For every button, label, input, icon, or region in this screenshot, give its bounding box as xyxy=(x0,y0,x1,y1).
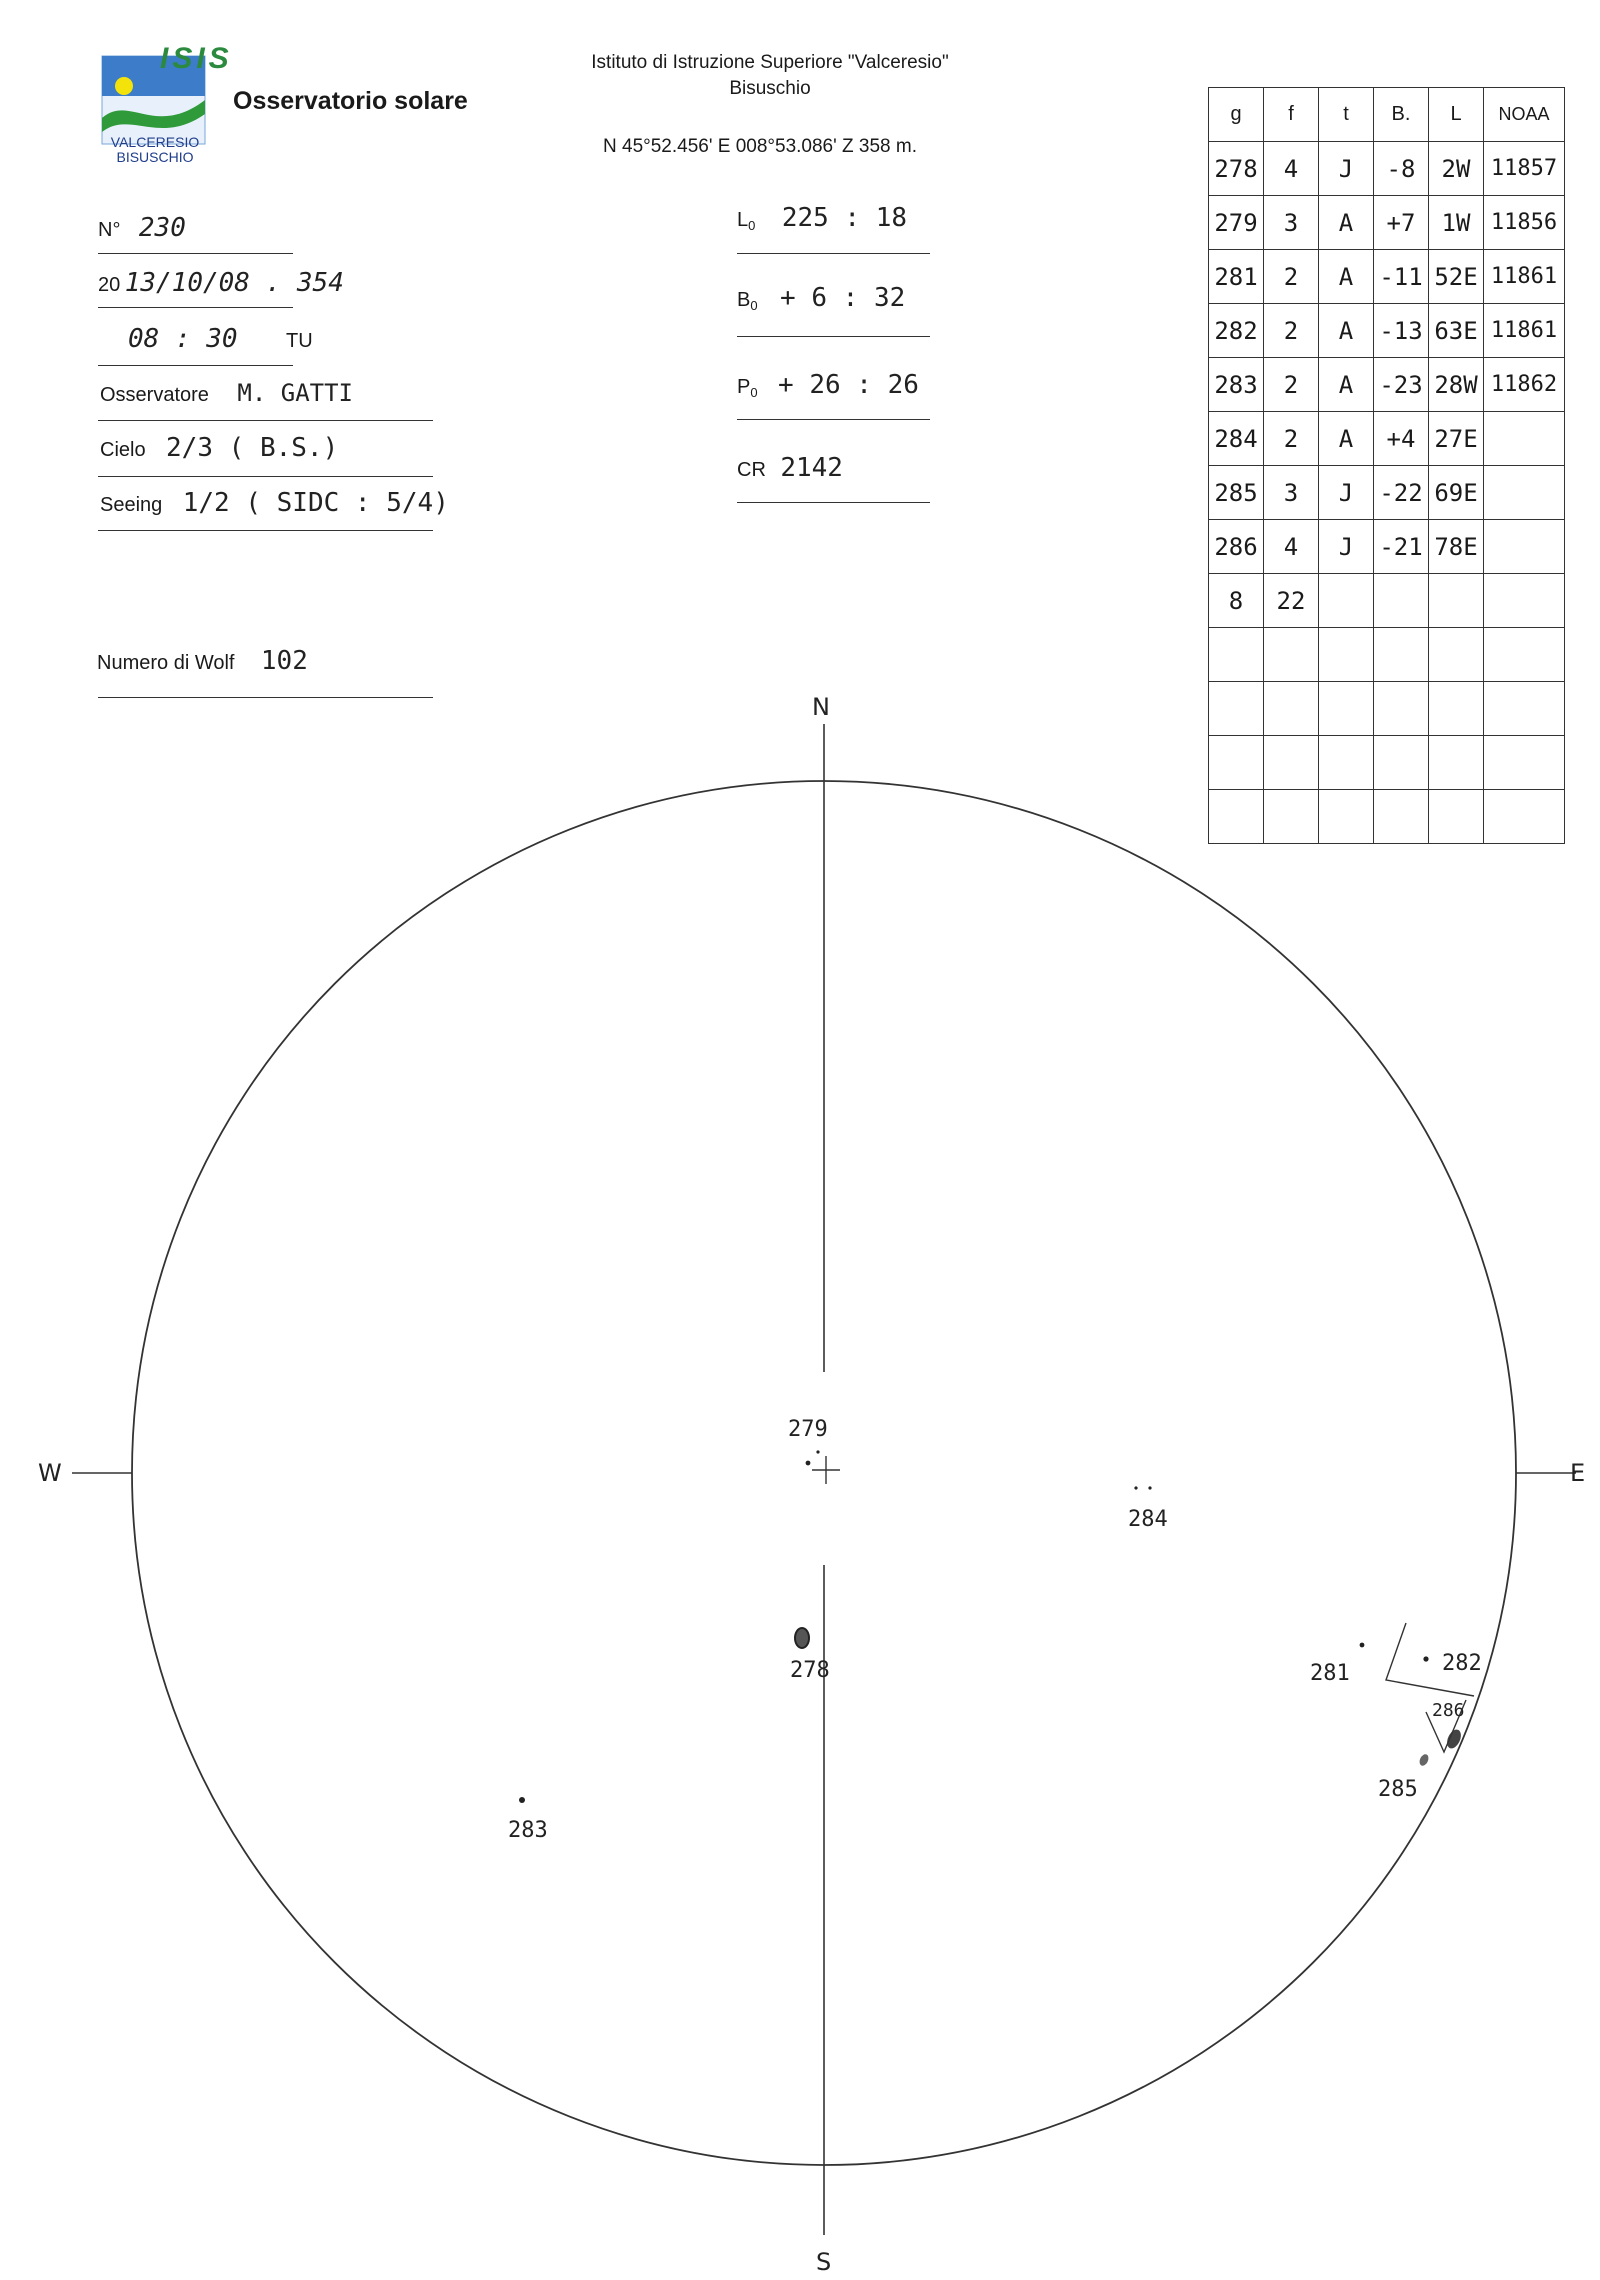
P0-subscript: 0 xyxy=(750,385,758,401)
table-cell-l: 63E xyxy=(1429,304,1484,358)
table-cell-f: 3 xyxy=(1264,196,1319,250)
table-cell-b: -8 xyxy=(1374,142,1429,196)
column-header-t: t xyxy=(1319,88,1374,142)
table-cell-g: 281 xyxy=(1209,250,1264,304)
table-cell-l: 52E xyxy=(1429,250,1484,304)
table-cell-b: +4 xyxy=(1374,412,1429,466)
seeing-label: Seeing xyxy=(100,494,163,516)
logo-subtitle-1: VALCERESIO xyxy=(110,134,200,150)
table-cell-noaa: 11857 xyxy=(1484,142,1565,196)
group-label-281: 281 xyxy=(1310,1661,1350,1686)
column-header-B: B. xyxy=(1374,88,1429,142)
sunspot-278 xyxy=(795,1628,809,1648)
sky-value: 2/3 ( B.S.) xyxy=(166,433,339,463)
sunspot-281 xyxy=(1360,1643,1365,1648)
sunspot-286 xyxy=(1444,1727,1463,1750)
group-label-278: 278 xyxy=(790,1658,830,1683)
sunspot-284b xyxy=(1148,1486,1151,1489)
table-cell-f: 22 xyxy=(1264,574,1319,628)
date-prefix: 20 xyxy=(98,274,121,296)
sunspot-282 xyxy=(1423,1656,1428,1661)
group-label-286: 286 xyxy=(1432,1700,1465,1721)
sky-label: Cielo xyxy=(100,439,146,461)
table-cell-noaa: 11861 xyxy=(1484,304,1565,358)
wolf-number-label: Numero di Wolf xyxy=(97,652,235,674)
column-header-L: L xyxy=(1429,88,1484,142)
CR-value: 2142 xyxy=(780,453,843,483)
group-label-282: 282 xyxy=(1442,1651,1482,1676)
table-cell-l: 2W xyxy=(1429,142,1484,196)
P0-label: P xyxy=(737,376,751,398)
table-cell-f: 4 xyxy=(1264,142,1319,196)
column-header-noaa: NOAA xyxy=(1484,88,1565,142)
observatory-title: Osservatorio solare xyxy=(233,87,468,115)
column-header-f: f xyxy=(1264,88,1319,142)
group-label-285: 285 xyxy=(1378,1777,1418,1802)
time-unit: TU xyxy=(286,330,313,352)
observatory-coordinates: N 45°52.456' E 008°53.086' Z 358 m. xyxy=(603,136,917,157)
table-cell-b: -23 xyxy=(1374,358,1429,412)
table-cell-f: 4 xyxy=(1264,520,1319,574)
sunspot-285 xyxy=(1418,1753,1430,1767)
table-cell-l: 28W xyxy=(1429,358,1484,412)
L0-value: 225 : 18 xyxy=(781,203,908,233)
table-cell-f: 2 xyxy=(1264,304,1319,358)
CR-label: CR xyxy=(737,459,766,481)
L0-subscript: 0 xyxy=(748,218,756,234)
table-cell-t: J xyxy=(1319,466,1374,520)
table-cell-g: 286 xyxy=(1209,520,1264,574)
B0-subscript: 0 xyxy=(750,298,758,314)
group-label-279: 279 xyxy=(788,1417,828,1442)
table-cell-b: -22 xyxy=(1374,466,1429,520)
table-cell-t: J xyxy=(1319,520,1374,574)
table-cell-t: J xyxy=(1319,142,1374,196)
table-cell-l: 1W xyxy=(1429,196,1484,250)
seeing-value: 1/2 ( SIDC : 5/4) xyxy=(182,488,449,518)
table-cell-noaa: 11861 xyxy=(1484,250,1565,304)
table-cell-f: 3 xyxy=(1264,466,1319,520)
table-cell-f: 2 xyxy=(1264,358,1319,412)
table-cell-t: A xyxy=(1319,304,1374,358)
east-label: E xyxy=(1570,1459,1586,1487)
table-cell-t: A xyxy=(1319,412,1374,466)
table-cell-b: +7 xyxy=(1374,196,1429,250)
record-number-label: N° xyxy=(98,219,121,241)
table-cell-f: 2 xyxy=(1264,412,1319,466)
L0-label: L xyxy=(737,209,749,231)
table-cell-l: 69E xyxy=(1429,466,1484,520)
wolf-number-value: 102 xyxy=(260,646,308,676)
table-cell-t: A xyxy=(1319,196,1374,250)
sunspot-283 xyxy=(519,1797,525,1803)
north-label: N xyxy=(812,693,830,721)
table-cell-g: 285 xyxy=(1209,466,1264,520)
date-value: 13/10/08 . 354 xyxy=(124,268,344,298)
institute-name: Istituto di Istruzione Superiore "Valceresio" xyxy=(591,52,949,73)
P0-value: + 26 : 26 xyxy=(778,370,919,400)
table-cell-g: 8 xyxy=(1209,574,1264,628)
table-cell-g: 278 xyxy=(1209,142,1264,196)
logo-text: ISIS xyxy=(160,42,233,75)
institute-town: Bisuschio xyxy=(729,78,811,99)
table-cell-t: A xyxy=(1319,250,1374,304)
observer-label: Osservatore xyxy=(100,384,209,406)
sunspot-279 xyxy=(806,1461,811,1466)
group-label-283: 283 xyxy=(508,1818,548,1843)
table-cell-b: -11 xyxy=(1374,250,1429,304)
table-cell-g: 279 xyxy=(1209,196,1264,250)
west-label: W xyxy=(38,1459,62,1487)
table-cell-t: A xyxy=(1319,358,1374,412)
time-value: 08 : 30 xyxy=(128,324,238,354)
sunspot-279b xyxy=(816,1450,819,1453)
table-cell-noaa: 11856 xyxy=(1484,196,1565,250)
table-cell-f: 2 xyxy=(1264,250,1319,304)
table-cell-g: 282 xyxy=(1209,304,1264,358)
table-cell-l: 78E xyxy=(1429,520,1484,574)
sunspot-284a xyxy=(1134,1486,1137,1489)
logo-subtitle-2: BISUSCHIO xyxy=(116,149,194,165)
table-cell-l: 27E xyxy=(1429,412,1484,466)
table-cell-b: -13 xyxy=(1374,304,1429,358)
table-cell-g: 283 xyxy=(1209,358,1264,412)
record-number-value: 230 xyxy=(138,213,186,243)
observer-value: M. GATTI xyxy=(237,379,353,407)
table-cell-g: 284 xyxy=(1209,412,1264,466)
group-label-284: 284 xyxy=(1128,1507,1168,1532)
table-cell-b: -21 xyxy=(1374,520,1429,574)
south-label: S xyxy=(816,2248,832,2276)
table-cell-noaa: 11862 xyxy=(1484,358,1565,412)
B0-value: + 6 : 32 xyxy=(780,283,906,313)
column-header-g: g xyxy=(1209,88,1264,142)
B0-label: B xyxy=(737,289,751,311)
